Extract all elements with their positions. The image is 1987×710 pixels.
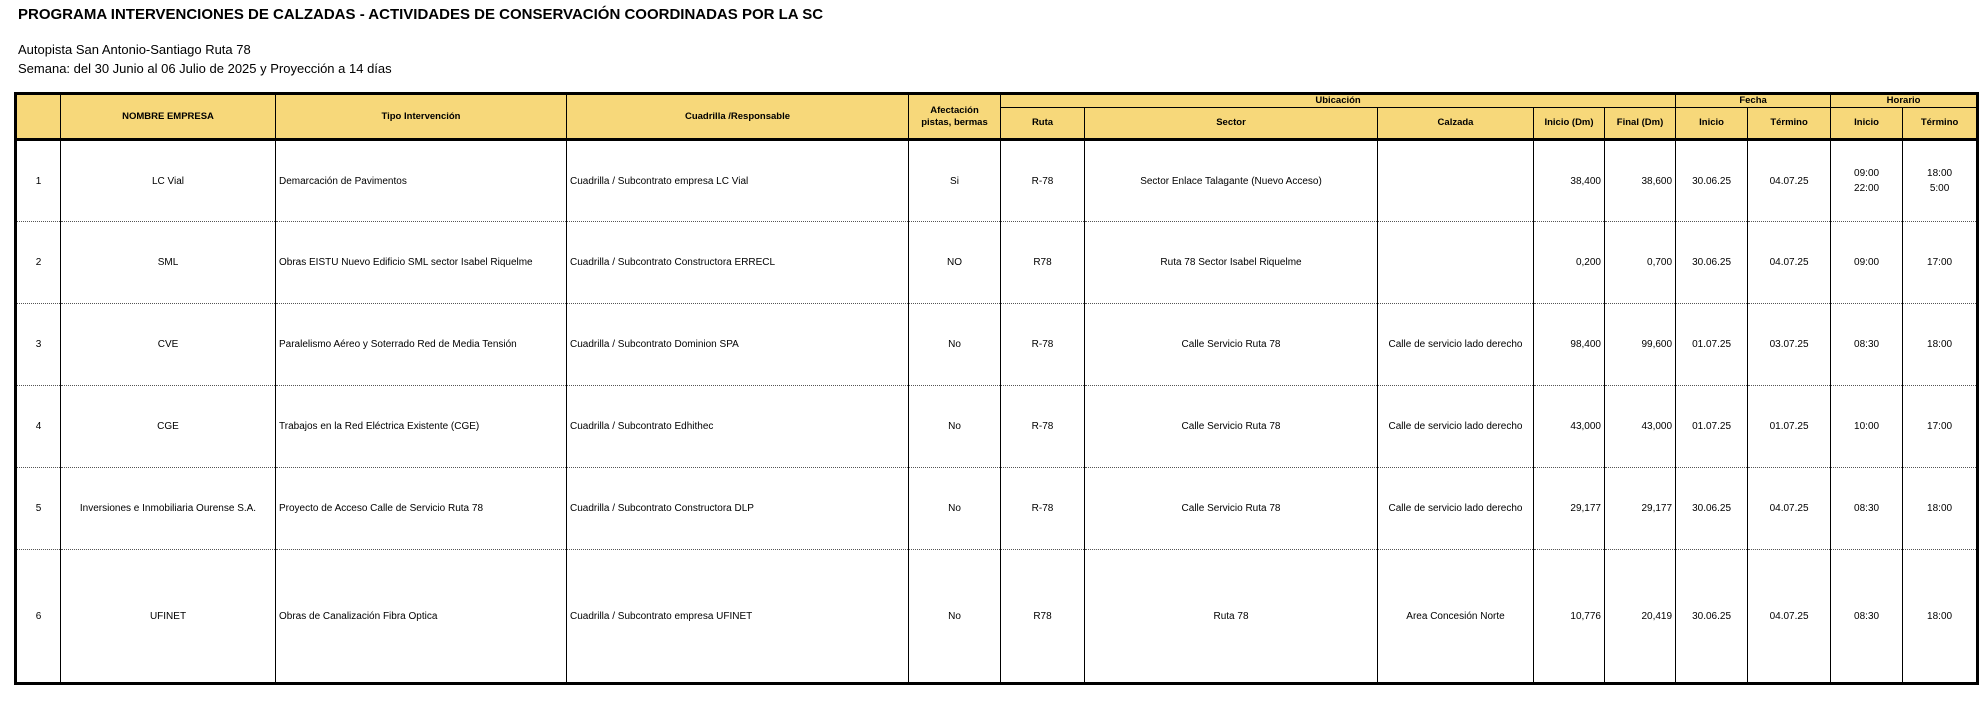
cell-tipo: Proyecto de Acceso Calle de Servicio Ruta 78 (276, 468, 567, 550)
cell-sector: Ruta 78 Sector Isabel Riquelme (1085, 222, 1378, 304)
cell-num: 6 (16, 550, 61, 684)
cell-empresa: SML (61, 222, 276, 304)
cell-calzada (1378, 140, 1534, 222)
cell-final-dm: 99,600 (1605, 304, 1676, 386)
cell-calzada: Calle de servicio lado derecho (1378, 386, 1534, 468)
cell-tipo: Obras de Canalización Fibra Optica (276, 550, 567, 684)
cell-ruta: R-78 (1001, 468, 1085, 550)
cell-empresa: Inversiones e Inmobiliaria Ourense S.A. (61, 468, 276, 550)
header-fecha-inicio: Inicio (1676, 108, 1748, 140)
header-afectacion-line1: Afectación (930, 105, 979, 117)
cell-hora-termino: 18:00 (1903, 304, 1978, 386)
cell-num: 1 (16, 140, 61, 222)
header-horario: Horario (1831, 94, 1978, 108)
cell-tipo: Demarcación de Pavimentos (276, 140, 567, 222)
cell-calzada: Area Concesión Norte (1378, 550, 1534, 684)
cell-cuadrilla: Cuadrilla / Subcontrato empresa UFINET (567, 550, 909, 684)
cell-ruta: R78 (1001, 222, 1085, 304)
cell-fecha-inicio: 01.07.25 (1676, 386, 1748, 468)
cell-inicio-dm: 38,400 (1534, 140, 1605, 222)
cell-hora-inicio: 10:00 (1831, 386, 1903, 468)
page-title: PROGRAMA INTERVENCIONES DE CALZADAS - ACTIVIDADES DE CONSERVACIÓN COORDINADAS POR LA SC (18, 6, 824, 23)
cell-ruta: R78 (1001, 550, 1085, 684)
cell-hora-inicio: 09:00 (1831, 222, 1903, 304)
header-nombre-empresa: NOMBRE EMPRESA (61, 94, 276, 140)
header-horario-termino: Término (1903, 108, 1978, 140)
cell-num: 3 (16, 304, 61, 386)
cell-afectacion: NO (909, 222, 1001, 304)
subtitle-highway: Autopista San Antonio-Santiago Ruta 78 (18, 42, 251, 57)
header-fecha-termino: Término (1748, 108, 1831, 140)
cell-inicio-dm: 43,000 (1534, 386, 1605, 468)
cell-final-dm: 38,600 (1605, 140, 1676, 222)
cell-final-dm: 20,419 (1605, 550, 1676, 684)
header-ruta: Ruta (1001, 108, 1085, 140)
table-row (16, 222, 1978, 304)
cell-hora-inicio (1831, 140, 1903, 222)
cell-inicio-dm: 98,400 (1534, 304, 1605, 386)
cell-fecha-inicio: 30.06.25 (1676, 468, 1748, 550)
cell-sector: Calle Servicio Ruta 78 (1085, 304, 1378, 386)
cell-num: 5 (16, 468, 61, 550)
cell-fecha-termino: 04.07.25 (1748, 140, 1831, 222)
cell-num: 2 (16, 222, 61, 304)
cell-calzada: Calle de servicio lado derecho (1378, 468, 1534, 550)
cell-fecha-termino: 01.07.25 (1748, 386, 1831, 468)
cell-hora-termino (1903, 140, 1978, 222)
cell-fecha-inicio: 30.06.25 (1676, 550, 1748, 684)
cell-empresa: CVE (61, 304, 276, 386)
cell-fecha-inicio: 01.07.25 (1676, 304, 1748, 386)
table-row (16, 550, 1978, 684)
interventions-table (14, 92, 1979, 685)
cell-sector: Calle Servicio Ruta 78 (1085, 468, 1378, 550)
table-header (16, 94, 1978, 140)
header-ubicacion: Ubicación (1001, 94, 1676, 108)
header-afectacion-line2: pistas, bermas (921, 116, 988, 128)
cell-final-dm: 0,700 (1605, 222, 1676, 304)
cell-fecha-termino: 04.07.25 (1748, 468, 1831, 550)
cell-inicio-dm: 0,200 (1534, 222, 1605, 304)
cell-sector: Sector Enlace Talagante (Nuevo Acceso) (1085, 140, 1378, 222)
cell-final-dm: 43,000 (1605, 386, 1676, 468)
cell-hora-inicio-1: 09:00 (1854, 168, 1880, 179)
cell-cuadrilla: Cuadrilla / Subcontrato Dominion SPA (567, 304, 909, 386)
cell-afectacion: No (909, 304, 1001, 386)
cell-inicio-dm: 10,776 (1534, 550, 1605, 684)
header-inicio-dm: Inicio (Dm) (1534, 108, 1605, 140)
table-row (16, 304, 1978, 386)
header-fecha: Fecha (1676, 94, 1831, 108)
cell-fecha-termino: 04.07.25 (1748, 550, 1831, 684)
cell-hora-inicio: 08:30 (1831, 468, 1903, 550)
cell-cuadrilla: Cuadrilla / Subcontrato empresa LC Vial (567, 140, 909, 222)
cell-hora-termino: 18:00 (1903, 550, 1978, 684)
cell-fecha-inicio: 30.06.25 (1676, 140, 1748, 222)
cell-hora-termino-2: 5:00 (1929, 183, 1950, 194)
cell-fecha-inicio: 30.06.25 (1676, 222, 1748, 304)
cell-inicio-dm: 29,177 (1534, 468, 1605, 550)
subtitle-week: Semana: del 30 Junio al 06 Julio de 2025 y Proyección a 14 días (18, 61, 392, 76)
cell-hora-termino-1: 18:00 (1927, 168, 1953, 179)
cell-cuadrilla: Cuadrilla / Subcontrato Constructora ERRECL (567, 222, 909, 304)
header-final-dm: Final (Dm) (1605, 108, 1676, 140)
header-sector: Sector (1085, 108, 1378, 140)
cell-fecha-termino: 04.07.25 (1748, 222, 1831, 304)
cell-afectacion: No (909, 386, 1001, 468)
cell-calzada: Calle de servicio lado derecho (1378, 304, 1534, 386)
cell-ruta: R-78 (1001, 304, 1085, 386)
cell-empresa: UFINET (61, 550, 276, 684)
header-afectacion (909, 94, 1001, 140)
cell-cuadrilla: Cuadrilla / Subcontrato Edhithec (567, 386, 909, 468)
header-cuadrilla: Cuadrilla /Responsable (567, 94, 909, 140)
table-body (16, 140, 1978, 684)
table-row (16, 140, 1978, 222)
cell-ruta: R-78 (1001, 140, 1085, 222)
cell-afectacion: No (909, 468, 1001, 550)
cell-hora-inicio: 08:30 (1831, 304, 1903, 386)
cell-tipo: Obras EISTU Nuevo Edificio SML sector Isabel Riquelme (276, 222, 567, 304)
header-tipo-intervencion: Tipo Intervención (276, 94, 567, 140)
cell-empresa: LC Vial (61, 140, 276, 222)
table-row (16, 468, 1978, 550)
cell-afectacion: Si (909, 140, 1001, 222)
cell-afectacion: No (909, 550, 1001, 684)
cell-ruta: R-78 (1001, 386, 1085, 468)
cell-tipo: Paralelismo Aéreo y Soterrado Red de Media Tensión (276, 304, 567, 386)
header-index (16, 94, 61, 140)
cell-calzada (1378, 222, 1534, 304)
cell-hora-inicio-2: 22:00 (1854, 183, 1880, 194)
cell-final-dm: 29,177 (1605, 468, 1676, 550)
table-row (16, 386, 1978, 468)
header-calzada: Calzada (1378, 108, 1534, 140)
cell-sector: Calle Servicio Ruta 78 (1085, 386, 1378, 468)
cell-hora-termino: 17:00 (1903, 386, 1978, 468)
cell-sector: Ruta 78 (1085, 550, 1378, 684)
cell-hora-termino: 17:00 (1903, 222, 1978, 304)
cell-empresa: CGE (61, 386, 276, 468)
cell-cuadrilla: Cuadrilla / Subcontrato Constructora DLP (567, 468, 909, 550)
cell-tipo: Trabajos en la Red Eléctrica Existente (CGE) (276, 386, 567, 468)
cell-hora-inicio: 08:30 (1831, 550, 1903, 684)
header-horario-inicio: Inicio (1831, 108, 1903, 140)
cell-fecha-termino: 03.07.25 (1748, 304, 1831, 386)
cell-num: 4 (16, 386, 61, 468)
cell-hora-termino: 18:00 (1903, 468, 1978, 550)
